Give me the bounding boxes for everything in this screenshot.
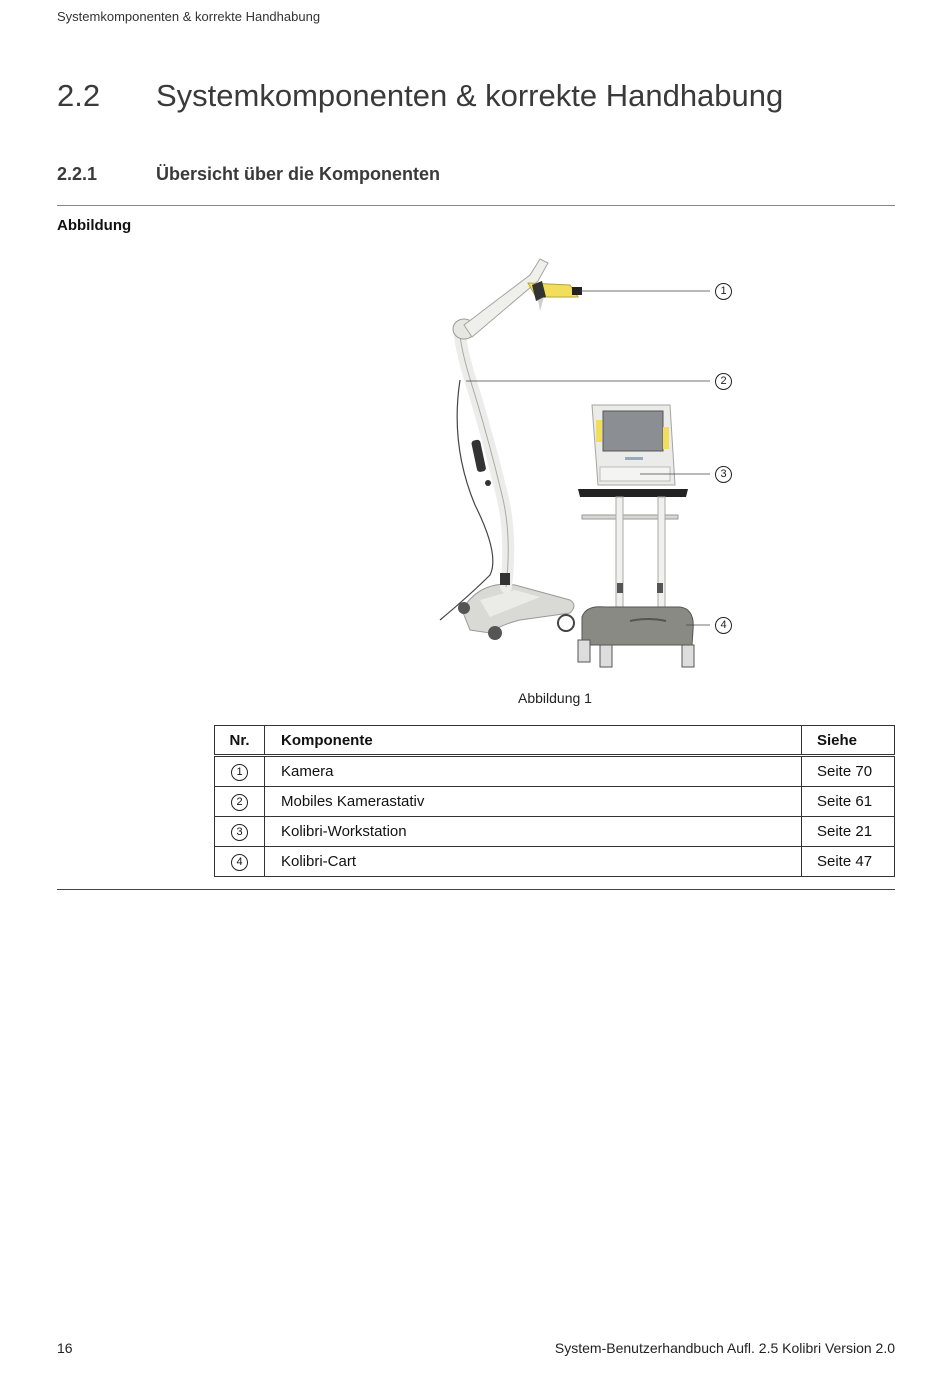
section-number: 2.2 (57, 78, 101, 113)
table-row (215, 847, 895, 877)
camera-stand (440, 259, 574, 640)
page-number: 16 (57, 1340, 73, 1356)
callout-2: 2 (715, 373, 732, 390)
callout-3: 3 (715, 466, 732, 483)
callout-1: 1 (715, 283, 732, 300)
figure-label: Abbildung (57, 217, 132, 234)
row-number-cell (215, 756, 265, 787)
subsection-title: Übersicht über die Komponenten (156, 164, 441, 184)
system-components-figure (420, 245, 750, 685)
row-number: 1 (231, 764, 248, 781)
section-title: Systemkomponenten & korrekte Handhabung (156, 78, 784, 113)
header-see: Siehe (802, 726, 895, 756)
row-number: 3 (231, 824, 248, 841)
component-name: Kolibri-Workstation (265, 817, 802, 847)
table-row (215, 756, 895, 787)
components-table (214, 725, 895, 877)
callout-4: 4 (715, 617, 732, 634)
component-name: Kamera (265, 756, 802, 787)
subsection-number: 2.2.1 (57, 164, 98, 184)
header-nr: Nr. (215, 726, 265, 756)
bottom-divider (57, 889, 895, 890)
cart (578, 489, 694, 667)
footer-document-title: System-Benutzerhandbuch Aufl. 2.5 Kolibri Version 2.0 (554, 1340, 895, 1356)
row-number-cell (215, 817, 265, 847)
component-name: Kolibri-Cart (265, 847, 802, 877)
header-component: Komponente (265, 726, 802, 756)
running-header: Systemkomponenten & korrekte Handhabung (57, 9, 321, 24)
row-number-cell (215, 847, 265, 877)
page-reference: Seite 47 (802, 847, 895, 877)
top-divider (57, 205, 895, 206)
table-header-row (215, 726, 895, 756)
page-reference: Seite 70 (802, 756, 895, 787)
camera-head (528, 281, 582, 311)
row-number-cell (215, 787, 265, 817)
table-row (215, 817, 895, 847)
row-number: 2 (231, 794, 248, 811)
page-reference: Seite 61 (802, 787, 895, 817)
page-reference: Seite 21 (802, 817, 895, 847)
system-illustration (420, 245, 750, 685)
figure-caption: Abbildung 1 (518, 690, 592, 706)
table-row (215, 787, 895, 817)
component-name: Mobiles Kamerastativ (265, 787, 802, 817)
row-number: 4 (231, 854, 248, 871)
workstation (592, 405, 675, 485)
